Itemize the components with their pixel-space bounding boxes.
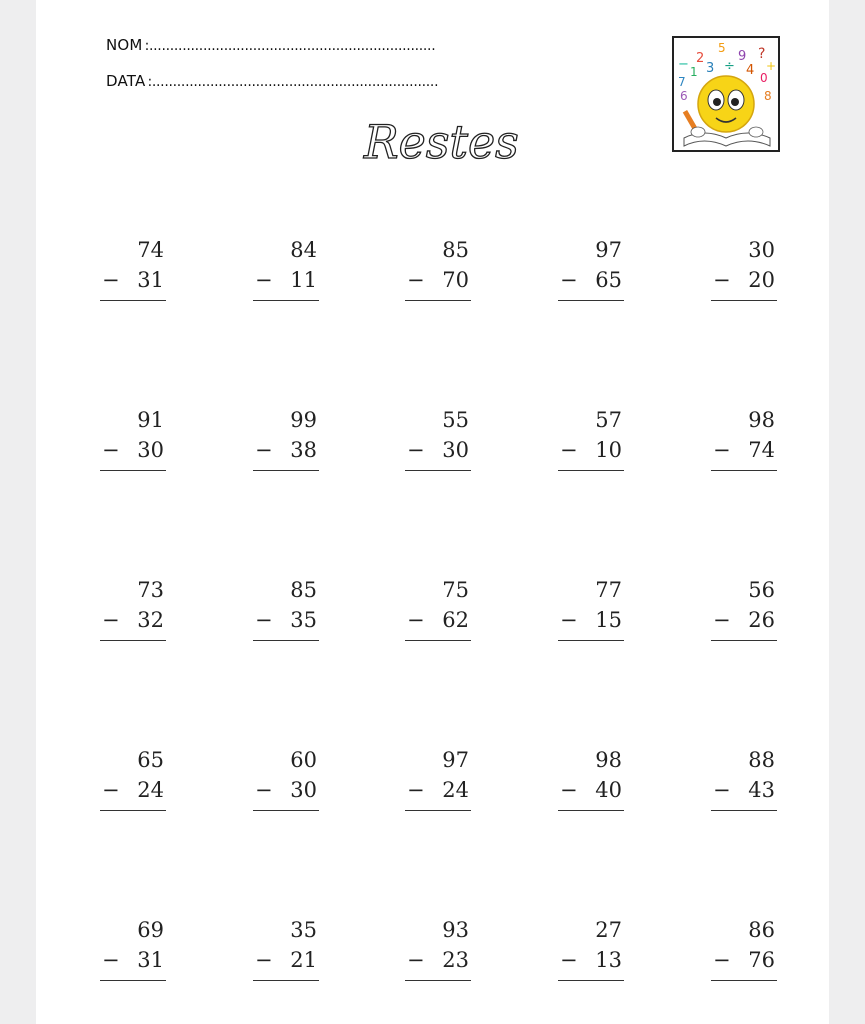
minus-sign: − [713,778,731,802]
smiley-math-icon [672,36,780,152]
minus-sign: − [713,438,731,462]
subtraction-problem [711,748,777,812]
svg-text:?: ? [758,46,766,62]
minuend: 69 [137,918,164,942]
minuend: 97 [442,748,469,772]
svg-text:8: 8 [764,89,772,103]
subtrahend: 35 [290,608,317,632]
subtrahend: 70 [442,268,469,292]
minus-sign: − [102,948,120,972]
minus-sign: − [713,608,731,632]
answer-line [558,470,624,471]
minus-sign: − [255,438,273,462]
minuend: 97 [595,238,622,262]
subtraction-problem [100,578,166,642]
subtraction-problem [711,918,777,982]
subtraction-problem [558,238,624,302]
answer-line [711,300,777,301]
answer-line [100,640,166,641]
minuend: 56 [748,578,775,602]
minus-sign: − [407,778,425,802]
minus-sign: − [407,608,425,632]
subtrahend: 31 [137,948,164,972]
subtrahend: 62 [442,608,469,632]
svg-text:1: 1 [690,65,698,79]
subtraction-problem [253,238,319,302]
answer-line [100,470,166,471]
name-line[interactable]: :..................................................................... [144,38,436,54]
svg-text:9: 9 [738,49,747,64]
answer-line [558,640,624,641]
answer-line [558,810,624,811]
subtraction-problem [405,578,471,642]
svg-text:3: 3 [706,61,715,76]
subtrahend: 76 [748,948,775,972]
subtraction-problem [711,238,777,302]
answer-line [558,980,624,981]
date-line[interactable]: :..................................................................... [147,74,439,90]
svg-text:4: 4 [746,63,755,78]
minus-sign: − [407,268,425,292]
subtrahend: 23 [442,948,469,972]
subtraction-problem [558,408,624,472]
minuend: 91 [137,408,164,432]
subtrahend: 13 [595,948,622,972]
minuend: 98 [595,748,622,772]
minuend: 86 [748,918,775,942]
subtraction-problem [100,748,166,812]
minuend: 88 [748,748,775,772]
date-label: DATA [106,72,146,90]
subtraction-problem [100,408,166,472]
minuend: 74 [137,238,164,262]
subtrahend: 30 [290,778,317,802]
svg-text:7: 7 [678,75,686,89]
subtraction-problem [100,918,166,982]
svg-text:+: + [766,59,777,73]
minuend: 85 [442,238,469,262]
minuend: 35 [290,918,317,942]
subtraction-problem [405,748,471,812]
svg-text:0: 0 [760,71,768,85]
answer-line [100,980,166,981]
subtraction-problem [253,578,319,642]
minus-sign: − [560,778,578,802]
subtrahend: 15 [595,608,622,632]
answer-line [253,810,319,811]
title-text: Restes [364,115,519,169]
answer-line [405,470,471,471]
minus-sign: − [560,268,578,292]
subtraction-problem [405,238,471,302]
minuend: 93 [442,918,469,942]
answer-line [253,640,319,641]
answer-line [100,300,166,301]
minus-sign: − [255,778,273,802]
minus-sign: − [102,438,120,462]
minus-sign: − [407,438,425,462]
minus-sign: − [255,948,273,972]
minus-sign: − [560,948,578,972]
answer-line [711,640,777,641]
minus-sign: − [102,608,120,632]
subtrahend: 31 [137,268,164,292]
subtrahend: 26 [748,608,775,632]
minus-sign: − [713,268,731,292]
minuend: 84 [290,238,317,262]
subtrahend: 30 [137,438,164,462]
subtraction-problem [711,578,777,642]
answer-line [405,640,471,641]
minus-sign: − [713,948,731,972]
minus-sign: − [560,438,578,462]
subtrahend: 74 [748,438,775,462]
minuend: 30 [748,238,775,262]
subtrahend: 21 [290,948,317,972]
svg-text:5: 5 [718,41,726,55]
minus-sign: − [407,948,425,972]
minuend: 27 [595,918,622,942]
svg-text:2: 2 [696,51,705,66]
subtraction-problem [253,408,319,472]
minuend: 55 [442,408,469,432]
minuend: 60 [290,748,317,772]
subtrahend: 30 [442,438,469,462]
subtraction-problem [405,918,471,982]
minus-sign: − [255,268,273,292]
svg-text:6: 6 [680,89,688,103]
subtrahend: 40 [595,778,622,802]
minus-sign: − [102,778,120,802]
answer-line [711,470,777,471]
minuend: 85 [290,578,317,602]
minus-sign: − [255,608,273,632]
name-label: NOM [106,36,143,54]
worksheet-page [36,0,829,1024]
name-field[interactable] [106,36,435,54]
minus-sign: − [560,608,578,632]
minus-sign: − [102,268,120,292]
subtraction-problem [558,578,624,642]
subtrahend: 24 [442,778,469,802]
worksheet-title [358,108,528,170]
subtraction-problem [405,408,471,472]
minuend: 65 [137,748,164,772]
subtraction-problem [711,408,777,472]
answer-line [253,980,319,981]
subtrahend: 24 [137,778,164,802]
answer-line [100,810,166,811]
subtrahend: 43 [748,778,775,802]
subtrahend: 32 [137,608,164,632]
subtrahend: 20 [748,268,775,292]
minuend: 98 [748,408,775,432]
subtraction-problem [558,918,624,982]
minuend: 99 [290,408,317,432]
answer-line [711,980,777,981]
answer-line [558,300,624,301]
answer-line [253,300,319,301]
answer-line [405,810,471,811]
svg-text:÷: ÷ [724,59,735,74]
answer-line [253,470,319,471]
subtrahend: 38 [290,438,317,462]
svg-text:−: − [678,57,689,72]
subtrahend: 10 [595,438,622,462]
subtraction-problem [558,748,624,812]
subtraction-problem [100,238,166,302]
minuend: 73 [137,578,164,602]
subtrahend: 11 [290,268,317,292]
minuend: 57 [595,408,622,432]
subtraction-problem [253,918,319,982]
minuend: 77 [595,578,622,602]
subtrahend: 65 [595,268,622,292]
date-field[interactable] [106,72,438,90]
answer-line [711,810,777,811]
minuend: 75 [442,578,469,602]
answer-line [405,980,471,981]
subtraction-problem [253,748,319,812]
answer-line [405,300,471,301]
